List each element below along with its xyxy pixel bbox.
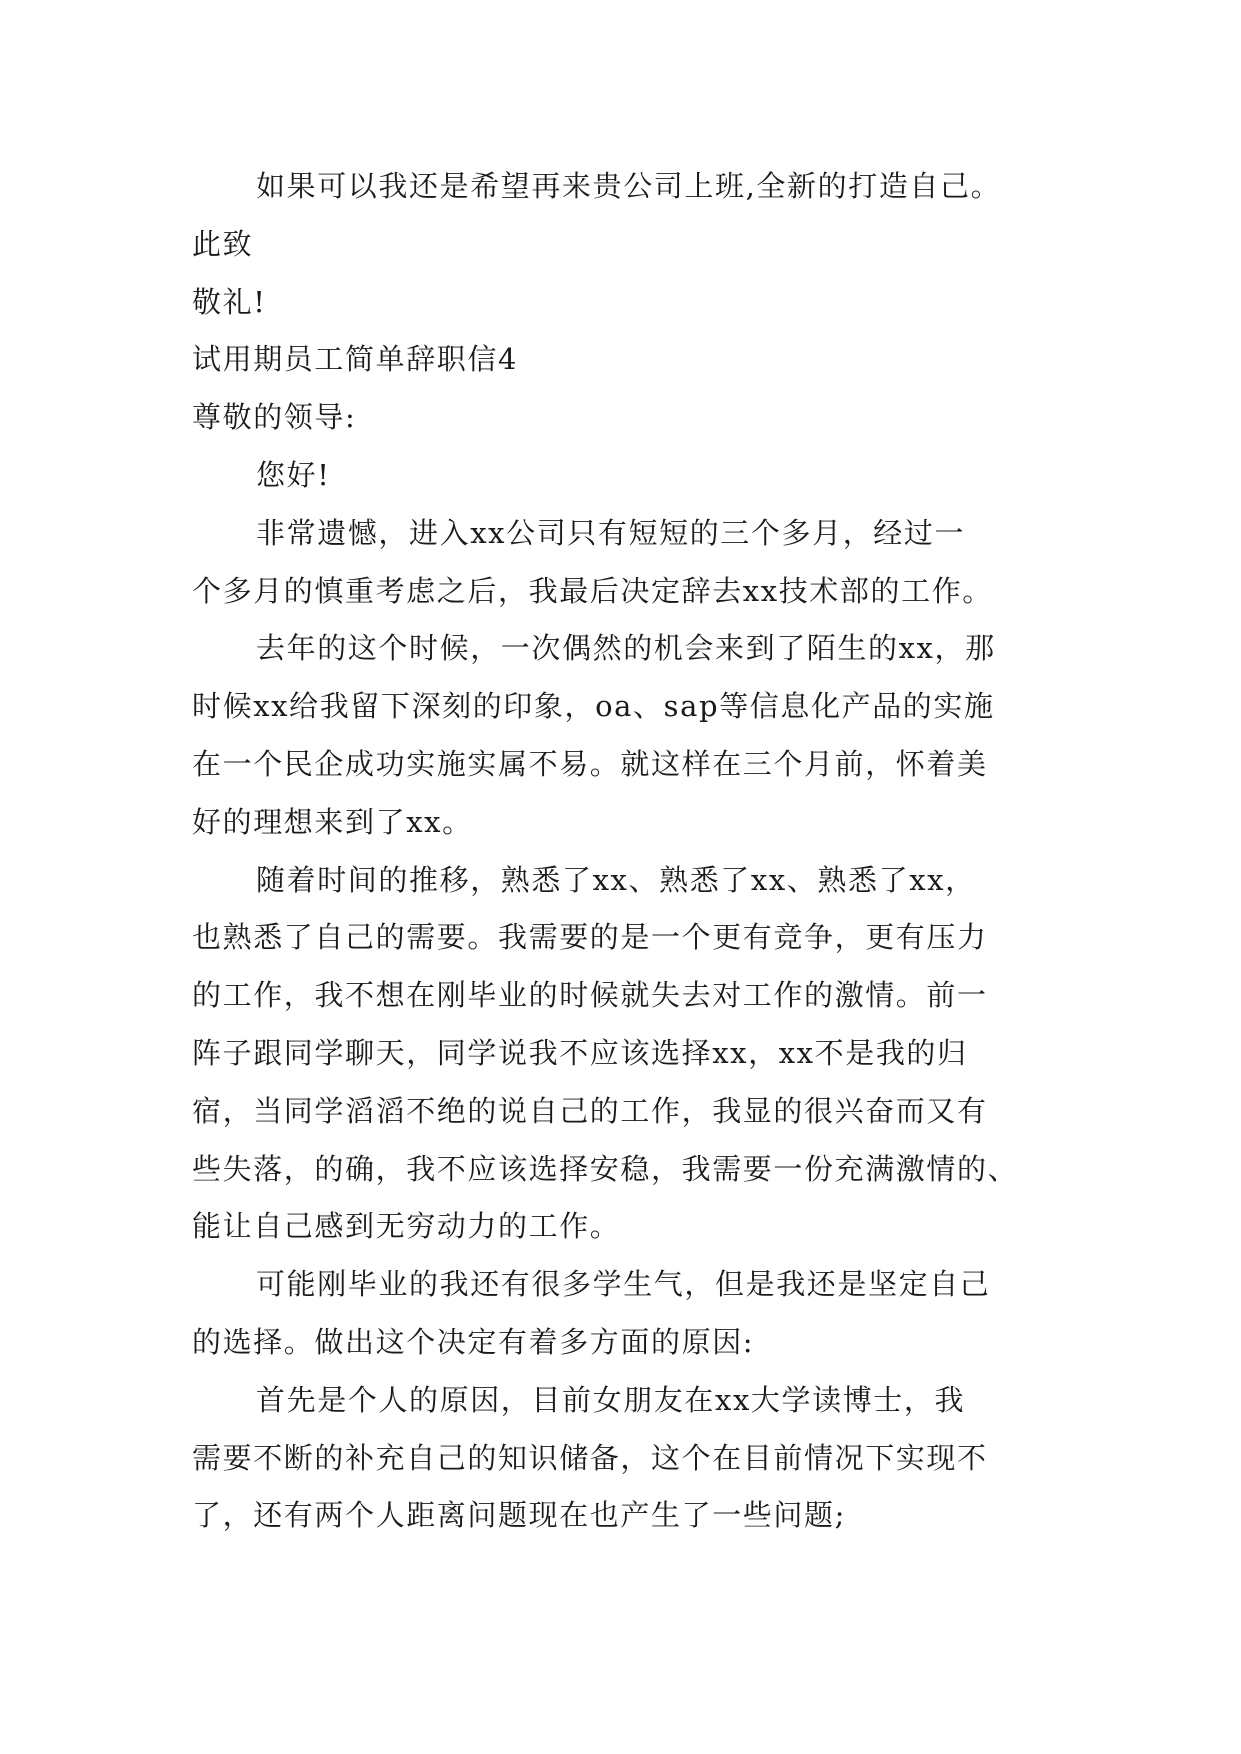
- greeting: 您好!: [256, 457, 331, 492]
- closing-line: 此致: [192, 226, 254, 261]
- paragraph-line: 随着时间的推移，熟悉了xx、熟悉了xx、熟悉了xx，: [256, 862, 976, 897]
- paragraph-line: 能让自己感到无穷动力的工作。: [192, 1209, 621, 1244]
- closing-salute: 敬礼!: [192, 284, 267, 319]
- salutation: 尊敬的领导:: [192, 400, 357, 435]
- paragraph-line: 在一个民企成功实施实属不易。就这样在三个月前，怀着美: [192, 746, 988, 781]
- paragraph-line: 好的理想来到了xx。: [192, 804, 473, 839]
- letter-body: [192, 158, 1092, 1545]
- paragraph-line: 的选择。做出这个决定有着多方面的原因:: [192, 1324, 755, 1359]
- paragraph-line: 需要不断的补充自己的知识储备，这个在目前情况下实现不: [192, 1440, 988, 1475]
- paragraph-line: 也熟悉了自己的需要。我需要的是一个更有竞争，更有压力: [192, 920, 988, 955]
- paragraph-line: 去年的这个时候，一次偶然的机会来到了陌生的xx，那: [256, 631, 996, 666]
- paragraph-line: 如果可以我还是希望再来贵公司上班,全新的打造自己。: [256, 169, 1002, 203]
- paragraph-line: 个多月的慎重考虑之后，我最后决定辞去xx技术部的工作。: [192, 573, 993, 608]
- paragraph-line: 非常遗憾，进入xx公司只有短短的三个多月，经过一: [256, 515, 966, 550]
- paragraph-line: 阵子跟同学聊天，同学说我不应该选择xx，xx不是我的归: [192, 1035, 968, 1070]
- section-title: 试用期员工简单辞职信4: [192, 342, 519, 377]
- paragraph-line: 些失落，的确，我不应该选择安稳，我需要一份充满激情的、: [192, 1151, 1019, 1186]
- paragraph-line: 可能刚毕业的我还有很多学生气，但是我还是坚定自己: [256, 1267, 991, 1302]
- paragraph-line: 了，还有两个人距离问题现在也产生了一些问题;: [192, 1498, 846, 1533]
- paragraph-line: 首先是个人的原因，目前女朋友在xx大学读博士，我: [256, 1382, 966, 1417]
- paragraph-line: 宿，当同学滔滔不绝的说自己的工作，我显的很兴奋而又有: [192, 1093, 988, 1128]
- paragraph-line: 的工作，我不想在刚毕业的时候就失去对工作的激情。前一: [192, 978, 988, 1013]
- paragraph-line: 时候xx给我留下深刻的印象，oa、sap等信息化产品的实施: [192, 689, 995, 724]
